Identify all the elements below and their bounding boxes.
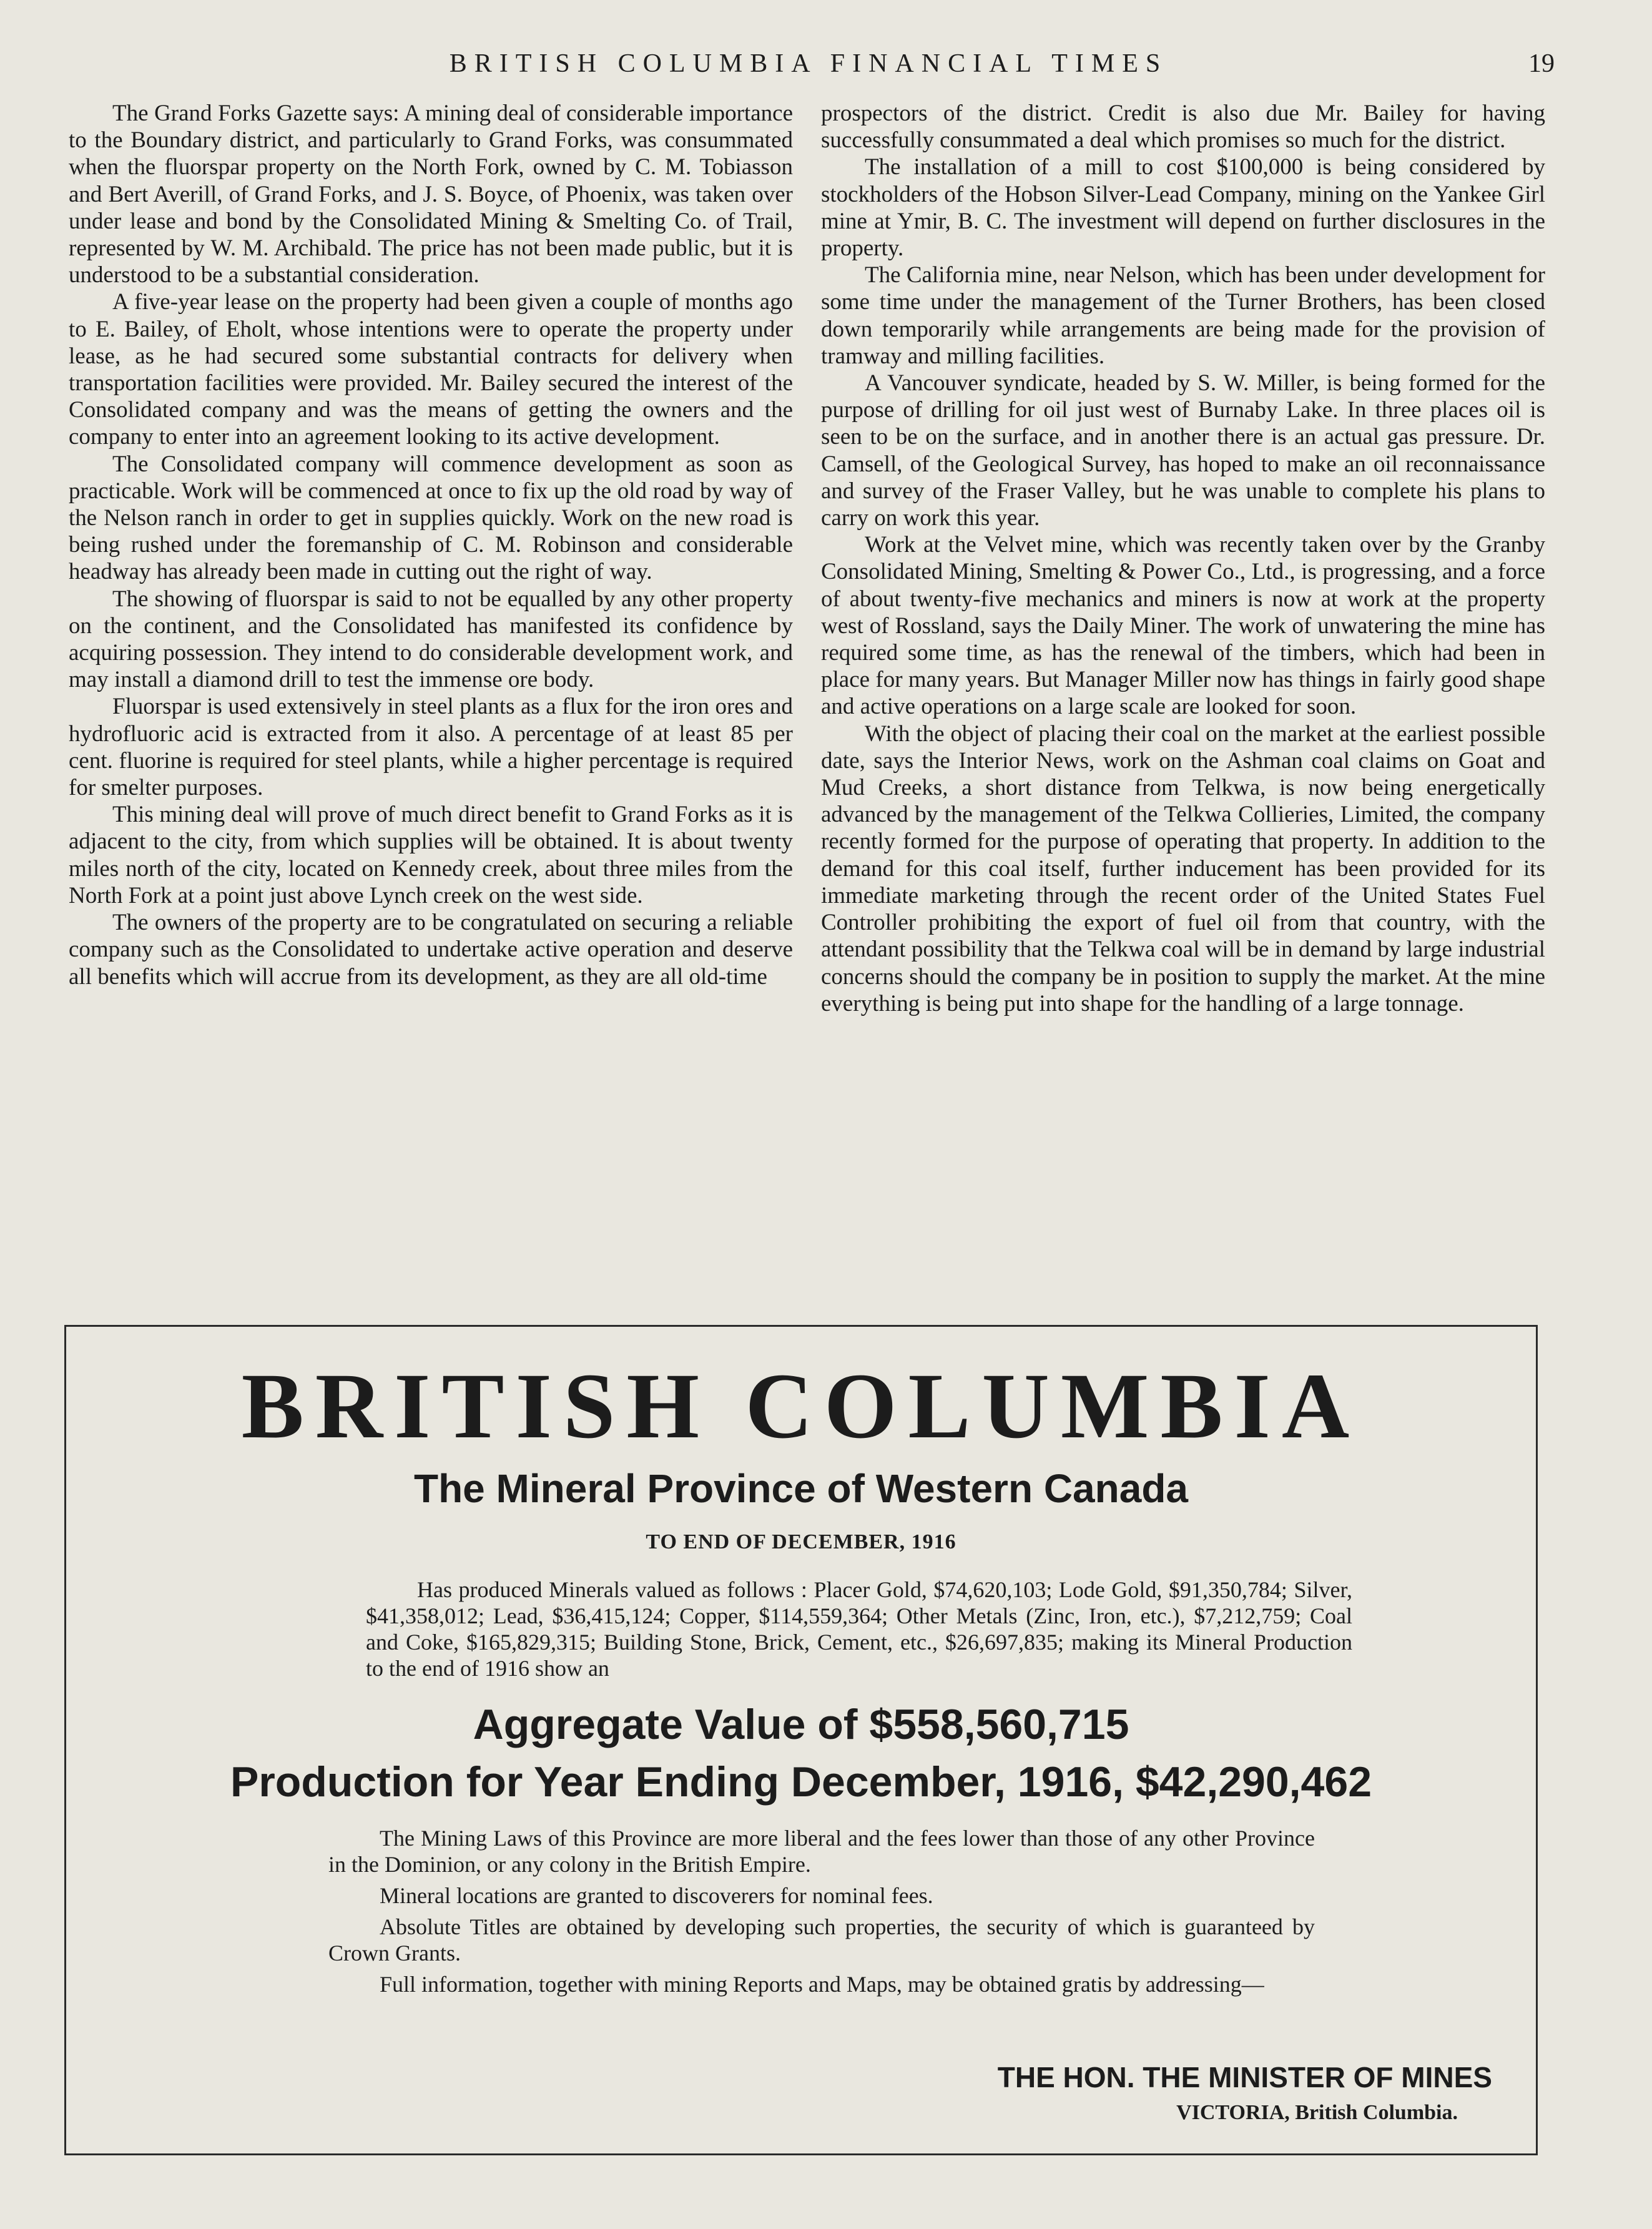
paragraph: Has produced Minerals valued as follows : Placer Gold, $74,620,103; Lode Gold, $91,350,784; Silver, $41,358,012; Lead, $36,415,124; Copper, $114,559,364; Other Metals (Zinc, Iron, etc.), $7,212,759; Coal and Coke, $165,829,315; Building Stone, Brick, Cement, etc., $26,697,835; making its Mineral Production to the end of 1916 show an <box>366 1577 1352 1681</box>
paragraph: Mineral locations are granted to discoverers for nominal fees. <box>380 1883 933 1908</box>
ad-contact-name: THE HON. THE MINISTER OF MINES <box>997 2061 1492 2094</box>
paragraph: A five-year lease on the property had been given a couple of months ago to E. Bailey, of Eholt, whose intentions were to operate the property under lease, as he had secured some substantial contracts for delivery when transportation facilities were provided. Mr. Bailey secured the interest of the Consolidated company and was the means of getting the owners and the company to enter into an agreement looking to its active development. <box>69 289 793 450</box>
paragraph: Full information, together with mining Reports and Maps, may be obtained gratis by addressing— <box>380 1972 1264 1997</box>
article-left-column <box>69 100 793 990</box>
paragraph: The Grand Forks Gazette says: A mining deal of considerable importance to the Boundary district, and particularly to Grand Forks, was consummated when the fluorspar property on the North Fork, owned by C. M. Tobiasson and Bert Averill, of Grand Forks, and J. S. Boyce, of Phoenix, was taken over under lease and bond by the Consolidated Mining & Smelting Co. of Trail, represented by W. M. Archibald. The price has not been made public, but it is understood to be a substantial consideration. <box>69 101 793 288</box>
paragraph: Absolute Titles are obtained by developing such properties, the security of which is guaranteed by Crown Grants. <box>328 1914 1315 1966</box>
ad-period: TO END OF DECEMBER, 1916 <box>646 1530 956 1553</box>
paragraph: Fluorspar is used extensively in steel plants as a flux for the iron ores and hydrofluoric acid is extracted from it also. A percentage of at least 85 per cent. fluorine is required for steel plants, while a higher percentage is required for smelter purposes. <box>69 694 793 801</box>
advertisement-box <box>64 1325 1538 2155</box>
ad-aggregate-value: Aggregate Value of $558,560,715 <box>473 1701 1129 1748</box>
page-number: 19 <box>1528 49 1555 78</box>
paragraph: prospectors of the district. Credit is also due Mr. Bailey for having successfully consummated a deal which promises so much for the district. <box>821 101 1545 154</box>
article-right-column <box>821 100 1545 1017</box>
paragraph: A Vancouver syndicate, headed by S. W. Miller, is being formed for the purpose of drilling for oil just west of Burnaby Lake. In three places oil is seen to be on the surface, and in another there is an actual gas pressure. Dr. Camsell, of the Geological Survey, has hoped to make an oil reconnaissance and survey of the Fraser Valley, but he was unable to complete his plans to carry on work this year. <box>821 370 1545 531</box>
publication-title: BRITISH COLUMBIA FINANCIAL TIMES <box>449 49 1168 78</box>
paragraph: The showing of fluorspar is said to not be equalled by any other property on the continent, and the Consolidated has manifested its confidence by acquiring possession. They intend to do considerable development work, and may install a diamond drill to test the immense ore body. <box>69 586 793 693</box>
ad-subtitle: The Mineral Province of Western Canada <box>413 1466 1189 1511</box>
ad-production-summary <box>366 1577 1352 1681</box>
paragraph: With the object of placing their coal on the market at the earliest possible date, says the Interior News, work on the Ashman coal claims on Goat and Mud Creeks, a short distance from Telkwa, is now being energetically advanced by the management of the Telkwa Collieries, Limited, the company recently formed for the purpose of operating that property. In addition to the demand for this coal itself, further inducement has been provided for its immediate marketing through the recent order of the United States Fuel Controller prohibiting the export of fuel oil from that country, with the attendant possibility that the Telkwa coal will be in demand by large industrial concerns should the company be in position to supply the market. At the mine everything is being put into shape for the handling of a large tonnage. <box>821 721 1545 1016</box>
paragraph: The Mining Laws of this Province are more liberal and the fees lower than those of any other Province in the Dominion, or any colony in the British Empire. <box>328 1826 1315 1877</box>
paragraph: The California mine, near Nelson, which has been under development for some time under the management of the Turner Brothers, has been closed down temporarily while arrangements are being made for the provision of tramway and milling facilities. <box>821 262 1545 369</box>
paragraph: The Consolidated company will commence development as soon as practicable. Work will be commenced at once to fix up the old road by way of the Nelson ranch in order to get in supplies quickly. Work on the new road is being rushed under the foremanship of C. M. Robinson and considerable headway has already been made in cutting out the right of way. <box>69 451 793 585</box>
ad-headline: BRITISH COLUMBIA <box>241 1354 1361 1458</box>
paragraph: The installation of a mill to cost $100,000 is being considered by stockholders of the Hobson Silver-Lead Company, mining on the Yankee Girl mine at Ymir, B. C. The investment will depend on further disclosures in the property. <box>821 154 1545 262</box>
ad-information <box>328 1825 1315 2002</box>
ad-contact-place: VICTORIA, British Columbia. <box>1176 2101 1458 2124</box>
paragraph: The owners of the property are to be congratulated on securing a reliable company such as the Consolidated to undertake active operation and deserve all benefits which will accrue from its development, as they are all old-time <box>69 910 793 990</box>
paragraph: Work at the Velvet mine, which was recently taken over by the Granby Consolidated Mining, Smelting & Power Co., Ltd., is progressing, and a force of about twenty-five mechanics and miners is now at work at the property west of Rossland, says the Daily Miner. The work of unwatering the mine has required some time, as has the renewal of the timbers, which had been in place for many years. But Manager Miller now has things in fairly good shape and active operations on a large scale are looked for soon. <box>821 532 1545 720</box>
paragraph: This mining deal will prove of much direct benefit to Grand Forks as it is adjacent to the city, from which supplies will be obtained. It is about twenty miles north of the city, located on Kennedy creek, about three miles from the North Fork at a point just above Lynch creek on the west side. <box>69 802 793 908</box>
ad-annual-production: Production for Year Ending December, 1916, $42,290,462 <box>230 1758 1372 1806</box>
running-head <box>62 45 1555 82</box>
